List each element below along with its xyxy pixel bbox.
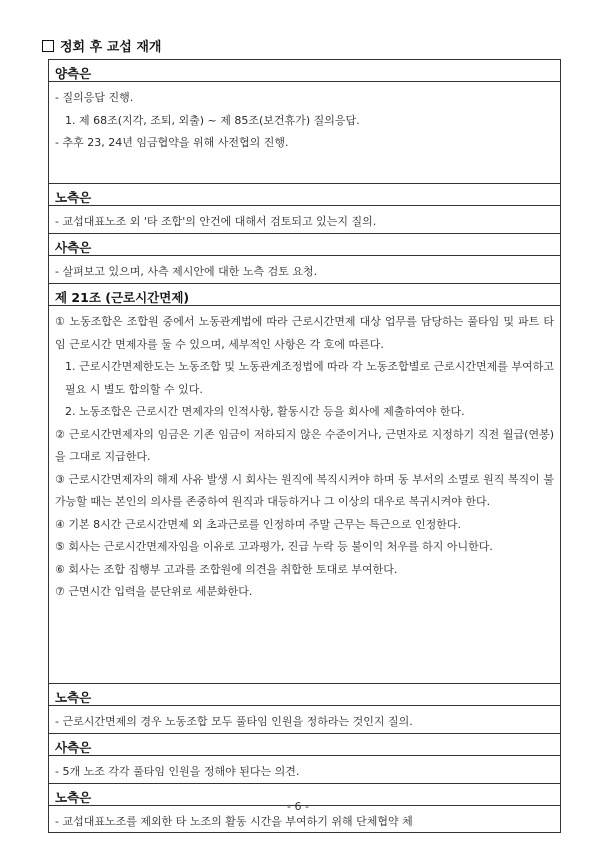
list-item: - 추후 23, 24년 임금협약을 위해 사전협의 진행. (55, 136, 289, 149)
row-header-labor: 노측은 (49, 784, 560, 806)
page-number: - 6 - (287, 800, 309, 813)
row-header-management: 사측은 (49, 734, 560, 756)
section-heading (42, 36, 161, 56)
row-body-labor (49, 206, 560, 234)
list-item: - 살펴보고 있으며, 사측 제시안에 대한 노측 검토 요청. (55, 265, 318, 278)
row-header-labor: 노측은 (49, 684, 560, 706)
article-paragraph: ⑤ 회사는 근로시간면제자임을 이유로 고과평가, 진급 누락 등 불이익 처우를 하지 아니한다. (55, 540, 493, 553)
row-body-management (49, 756, 560, 784)
article-paragraph: ⑥ 회사는 조합 집행부 고과를 조합원에 의견을 취합한 토대로 부여한다. (55, 562, 398, 576)
list-item: - 5개 노조 각각 풀타임 인원을 정해야 된다는 의견. (55, 765, 300, 778)
article-paragraph: ③ 근로시간면제자의 해제 사유 발생 시 회사는 원직에 복직시켜야 하며 동 부서의 소멸로 원직 복직이 불가능할 때는 본인의 의사를 존중하여 원직과 대등하거나 그 이상의 대우로 복귀시켜야 한다. (55, 472, 554, 508)
hollow-square-icon (42, 40, 54, 52)
list-item: 1. 제 68조(지각, 조퇴, 외출) ~ 제 85조(보건휴가) 질의응답. (65, 113, 360, 127)
row-body-management (49, 256, 560, 284)
list-item: - 교섭대표노조를 제외한 타 노조의 활동 시간을 부여하기 위해 단체협약 체 (55, 815, 413, 828)
article-paragraph: ⑦ 근면시간 입력을 분단위로 세분화한다. (55, 585, 253, 598)
article-paragraph: 2. 노동조합은 근로시간 면제자의 인적사항, 활동시간 등을 회사에 제출하여야 한다. (65, 405, 465, 418)
row-body-article-21 (49, 306, 560, 684)
article-paragraph: ① 노동조합은 조합원 중에서 노동관계법에 따라 근로시간면제 대상 업무를 담당하는 풀타임 및 파트 타임 근로시간 면제자를 둘 수 있으며, 세부적인 사항은 각 호에 따른다. (55, 315, 554, 351)
row-header-both-sides: 양측은 (49, 60, 560, 82)
section-title-text: 정회 후 교섭 재개 (60, 40, 162, 55)
row-header-labor: 노측은 (49, 184, 560, 206)
row-header-article-21: 제 21조 (근로시간면제) (49, 284, 560, 306)
list-item: - 교섭대표노조 외 '타 조합'의 안건에 대해서 검토되고 있는지 질의. (55, 215, 377, 228)
article-paragraph: 1. 근로시간면제한도는 노동조합 및 노동관계조정법에 따라 각 노동조합별로 근로시간면제를 부여하고 필요 시 별도 합의할 수 있다. (65, 360, 554, 396)
row-header-management: 사측은 (49, 234, 560, 256)
list-item: - 질의응답 진행. (55, 91, 134, 104)
row-body-labor (49, 706, 560, 734)
minutes-table (48, 59, 561, 833)
list-item: - 근로시간면제의 경우 노동조합 모두 풀타임 인원을 정하라는 것인지 질의. (55, 715, 413, 728)
article-paragraph: ② 근로시간면제자의 임금은 기존 임금이 저하되지 않은 수준이거나, 근면자로 지정하기 직전 월급(연봉)을 그대로 지급한다. (55, 427, 554, 463)
article-paragraph: ④ 기본 8시간 근로시간면제 외 초과근로를 인정하며 주말 근무는 특근으로 인정한다. (55, 517, 461, 531)
row-body-both-sides (49, 82, 560, 184)
